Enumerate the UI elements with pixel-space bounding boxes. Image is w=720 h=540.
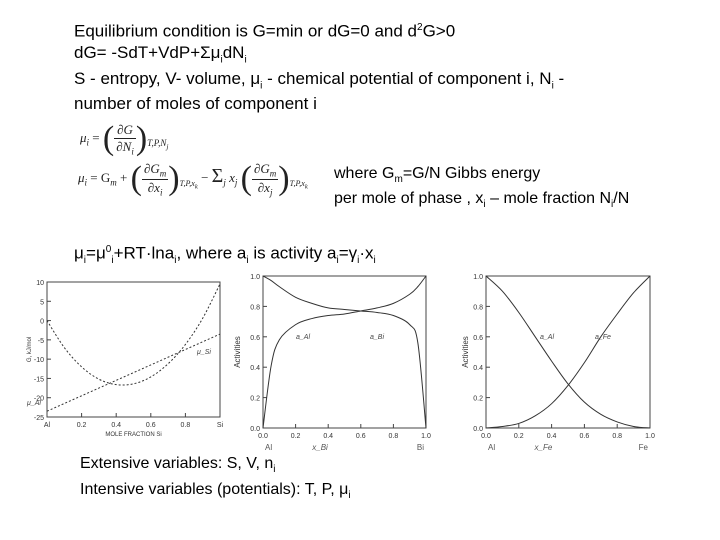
plot-frame — [47, 282, 220, 417]
x-tick-label: 0.4 — [323, 433, 334, 440]
x-tick-label: 0.8 — [612, 433, 623, 440]
series-line-1 — [47, 334, 220, 411]
y-tick-label: 1.0 — [250, 274, 260, 281]
annotation-label-1: μ_Al — [27, 400, 41, 407]
x-end-label-left: Al — [488, 443, 496, 452]
activity-chart-al-bi — [230, 268, 440, 463]
y-tick-label: 0.0 — [473, 426, 483, 433]
equilibrium-condition-line: Equilibrium condition is G=min or dG=0 and $d^2G>0$ — [74, 21, 456, 41]
x-end-label-right: Bi — [416, 443, 424, 452]
x-end-label-right: Fe — [638, 443, 648, 452]
annotation-label-1: a_Fe — [595, 334, 611, 341]
gibbs-energy-chart — [25, 272, 230, 452]
x-tick-label: 1.0 — [645, 433, 655, 440]
x-axis-label: MOLE FRACTION Si — [105, 432, 162, 438]
series-line-1 — [486, 276, 650, 428]
y-tick-label: 0 — [40, 318, 44, 326]
chemical-potential-molar-formula: $\mu_i = G_m$ + ( $\frac{\partial G_m}{\partial x_i}$ )$_{T,P,x_k} - \Sigma_j$ $x_j$ ( $\frac{\partial G_m}{\partial x_j}$ )$_{T,P,x_k}$ — [78, 160, 308, 198]
intensive-variables: Intensive variables (potentials): T, P, $\mu_i$ — [80, 481, 351, 502]
y-tick-label: -10 — [33, 357, 44, 365]
y-tick-label: 0.8 — [473, 304, 483, 312]
y-tick-label: 0.0 — [250, 426, 260, 433]
series-line-0 — [47, 284, 220, 385]
x-tick-label: 0.6 — [355, 433, 366, 440]
x-tick-label: 0.8 — [388, 433, 399, 440]
extensive-variables: Extensive variables: S, V, $n_i$ — [80, 455, 276, 476]
definitions-line-2: number of moles of component i — [74, 94, 317, 113]
x-tick-label: 0.0 — [481, 433, 491, 440]
y-axis-label: G, kJ/mol — [27, 336, 33, 363]
dg-equation-line: $dG= -SdT+VdP+\Sigma\mu_idN_i$ — [74, 43, 247, 66]
y-tick-label: 0.4 — [250, 365, 260, 373]
y-tick-label: -5 — [37, 337, 44, 345]
x-end-label-mid: x_Fe — [534, 443, 553, 452]
series-line-0 — [486, 276, 650, 428]
x-tick-label: 0.2 — [76, 422, 87, 429]
x-tick-label: 0.6 — [145, 422, 156, 429]
x-tick-label: Si — [216, 422, 224, 429]
y-tick-label: -15 — [33, 376, 44, 384]
series-line-1 — [263, 276, 426, 428]
y-axis-label: Activities — [233, 336, 242, 368]
chemical-potential-formula: $\mu_i$ = ( $\frac{\partial G}{\partial N_i}$ )$_{T,P,N_j}$ — [80, 120, 169, 157]
x-end-label-left: Al — [265, 443, 273, 452]
x-tick-label: 0.2 — [290, 433, 301, 440]
x-tick-label: 0.8 — [180, 422, 191, 429]
x-tick-label: 0.4 — [111, 422, 122, 429]
y-tick-label: 0.6 — [250, 334, 260, 342]
gibbs-molar-definition: where $G_m=G/N$ Gibbs energy — [334, 165, 541, 186]
y-tick-label: 0.2 — [250, 395, 260, 403]
y-tick-label: 10 — [36, 280, 44, 287]
mole-fraction-definition: per mole of phase , $x_i$ – mole fraction $N_i/N$ — [334, 190, 630, 211]
activity-chart-al-fe — [460, 268, 660, 463]
activity-equation: $\mu_i=\mu^0_i+RT\cdot\ln a_i$, where $a_i$ is activity $a_i=\gamma_i\cdot x_i$ — [74, 243, 376, 267]
annotation-label-0: a_Al — [296, 334, 311, 341]
annotation-label-0: a_Al — [540, 334, 555, 341]
definitions-line: S - entropy, V- volume, $\mu_i$ - chemical potential of component i, $N_i$ - — [74, 69, 565, 92]
x-tick-label: 0.4 — [546, 433, 557, 440]
y-axis-label: Activities — [461, 336, 470, 368]
annotation-label-0: μ_Si — [197, 349, 211, 356]
x-tick-label: Al — [43, 422, 51, 429]
variables-box — [76, 452, 355, 508]
y-tick-label: 0.2 — [473, 395, 483, 403]
x-tick-label: 0.2 — [513, 433, 524, 440]
x-tick-label: 0.0 — [258, 433, 268, 440]
y-tick-label: 0.4 — [473, 365, 483, 373]
plot-frame — [486, 276, 650, 428]
y-tick-label: 0.8 — [250, 304, 260, 312]
y-tick-label: -20 — [33, 395, 44, 403]
annotation-label-1: a_Bi — [370, 334, 385, 341]
x-tick-label: 0.6 — [579, 433, 590, 440]
y-tick-label: 5 — [40, 299, 44, 307]
x-end-label-mid: x_Bi — [312, 443, 328, 452]
y-tick-label: 1.0 — [473, 274, 483, 281]
y-tick-label: -25 — [33, 415, 44, 422]
x-tick-label: 1.0 — [421, 433, 431, 440]
y-tick-label: 0.6 — [473, 334, 483, 342]
